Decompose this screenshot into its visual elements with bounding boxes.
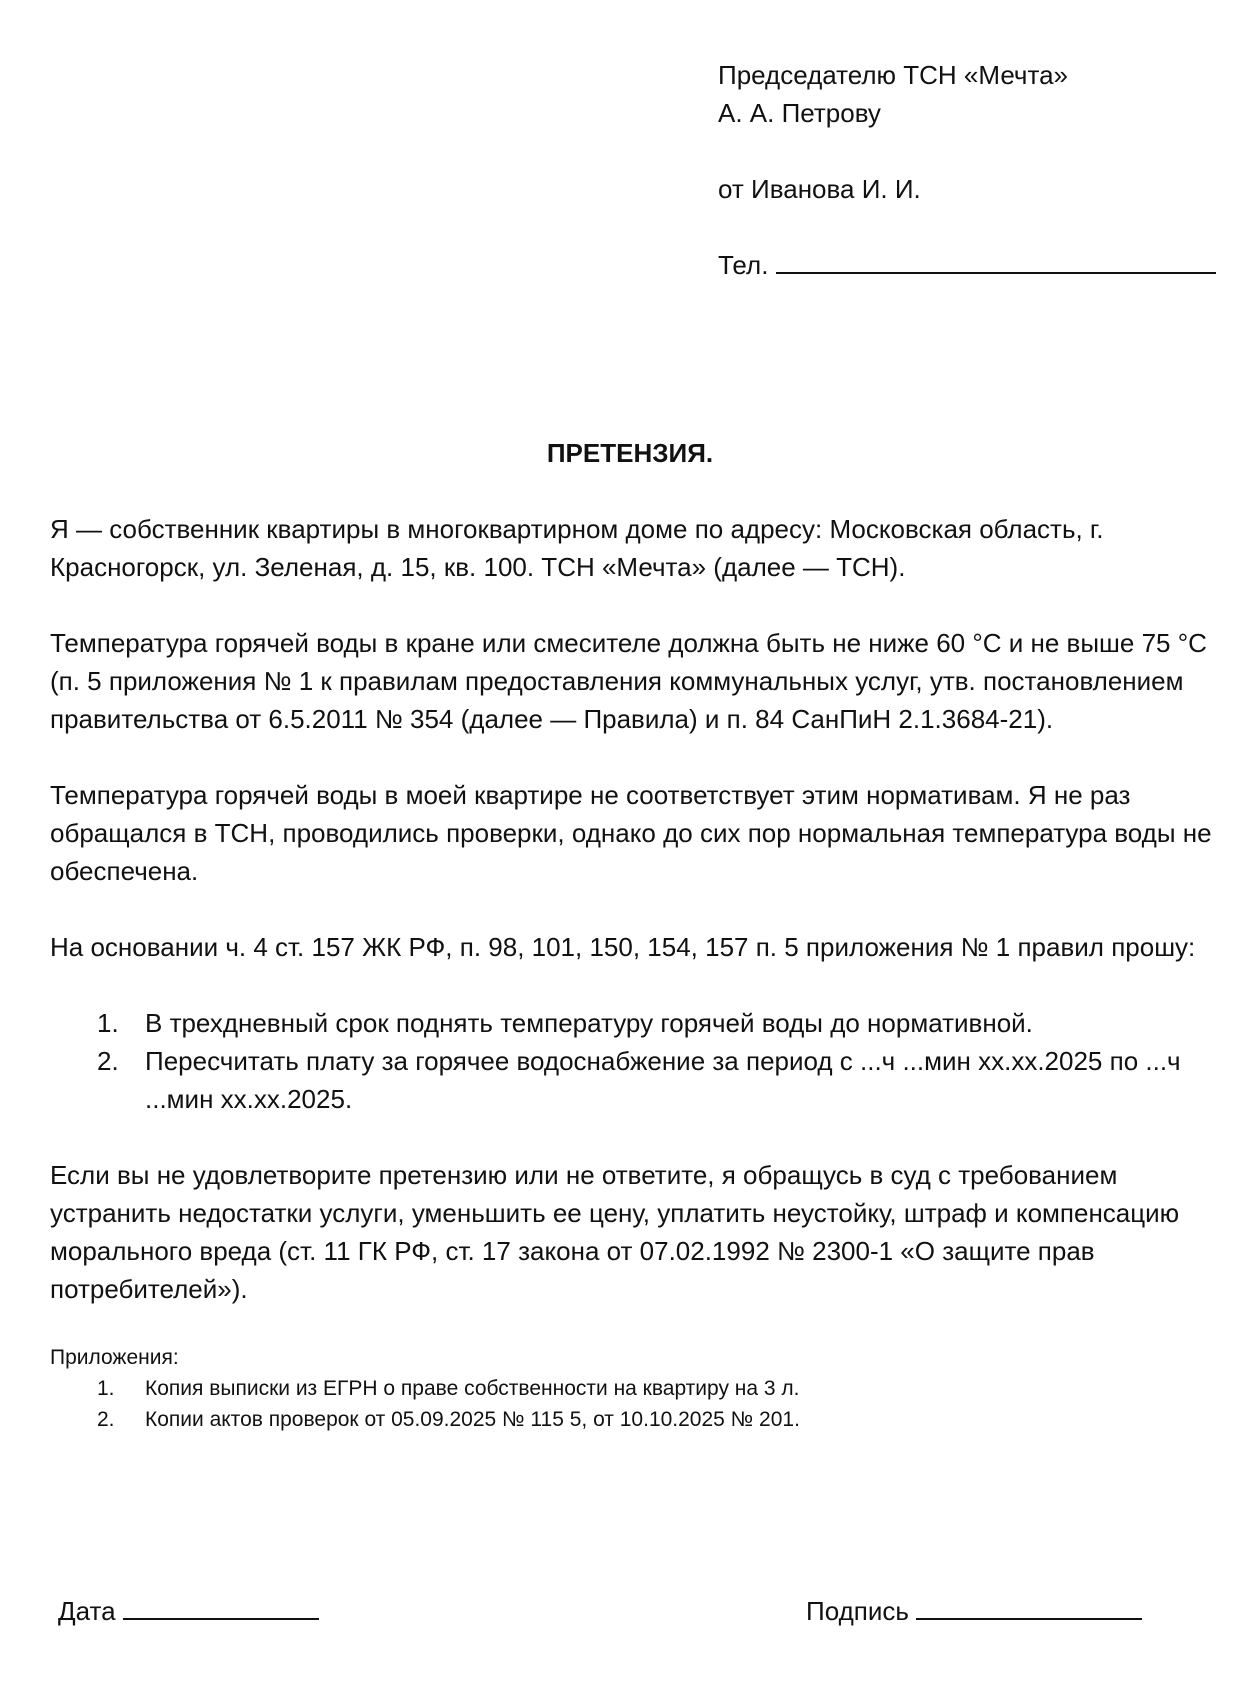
attachment-text: Копия выписки из ЕГРН о праве собственности на квартиру на 3 л. bbox=[145, 1377, 800, 1400]
recipient-line-2: А. А. Петрову bbox=[718, 98, 881, 128]
paragraph-warning: Если вы не удовлетворите претензию или не ответите, я обращусь в суд с требованием устранить недостатки услуги, уменьшить ее цену, уплатить неустойку, штраф и компенсацию морального вреда (ст. 11 ГК РФ, ст. 17 закона от 07.02.1992 № 2300-1 «О защите прав потребителей»). bbox=[50, 1160, 1180, 1304]
request-text: В трехдневный срок поднять температуру горячей воды до нормативной. bbox=[145, 1008, 1033, 1038]
phone-line bbox=[718, 246, 1238, 284]
attachments-list bbox=[50, 1373, 1220, 1435]
sender-line: от Иванова И. И. bbox=[718, 174, 921, 204]
attachment-number: 1. bbox=[97, 1377, 115, 1400]
claim-body bbox=[50, 510, 1220, 1435]
paragraph-owner: Я — собственник квартиры в многоквартирном доме по адресу: Московская область, г. Красногорск, ул. Зеленая, д. 15, кв. 100. ТСН «Мечта» (далее — ТСН). bbox=[50, 514, 1104, 582]
date-field bbox=[58, 1592, 319, 1630]
attachments-block bbox=[50, 1342, 1220, 1435]
phone-blank bbox=[776, 250, 1216, 274]
attachment-item bbox=[50, 1404, 1220, 1435]
attachments-title: Приложения: bbox=[50, 1346, 179, 1369]
paragraph-violation: Температура горячей воды в моей квартире не соответствует этим нормативам. Я не раз обращался в ТСН, проводились проверки, однако до сих пор нормальная температура воды не обеспечена. bbox=[50, 780, 1212, 886]
attachment-item bbox=[50, 1373, 1220, 1404]
date-blank bbox=[123, 1596, 319, 1620]
request-item bbox=[50, 1004, 1220, 1042]
request-number: 2. bbox=[97, 1046, 119, 1076]
recipient-line-1: Председателю ТСН «Мечта» bbox=[718, 60, 1069, 90]
document-title: ПРЕТЕНЗИЯ. bbox=[546, 438, 714, 468]
requests-list bbox=[50, 1004, 1220, 1118]
phone-label: Тел. bbox=[718, 250, 769, 280]
attachment-text: Копии актов проверок от 05.09.2025 № 115 5, от 10.10.2025 № 201. bbox=[145, 1408, 800, 1431]
addressee-block bbox=[718, 56, 1238, 284]
signature-blank bbox=[916, 1596, 1142, 1620]
date-label: Дата bbox=[58, 1596, 116, 1626]
request-text: Пересчитать плату за горячее водоснабжение за период с ...ч ...мин хх.хх.2025 по ...ч ...мин хх.хх.2025. bbox=[145, 1046, 1181, 1114]
paragraph-basis: На основании ч. 4 ст. 157 ЖК РФ, п. 98, 101, 150, 154, 157 п. 5 приложения № 1 правил прошу: bbox=[50, 932, 1196, 962]
request-number: 1. bbox=[97, 1008, 119, 1038]
request-item bbox=[50, 1042, 1220, 1118]
signature-label: Подпись bbox=[806, 1596, 909, 1626]
paragraph-norms: Температура горячей воды в кране или смесителе должна быть не ниже 60 °C и не выше 75 °C (п. 5 приложения № 1 к правилам предоставления коммунальных услуг, утв. постановлением правительства от 6.5.2011 № 354 (далее — Правила) и п. 84 СанПиН 2.1.3684-21). bbox=[50, 628, 1207, 734]
attachment-number: 2. bbox=[97, 1408, 115, 1431]
signature-field bbox=[806, 1592, 1142, 1630]
